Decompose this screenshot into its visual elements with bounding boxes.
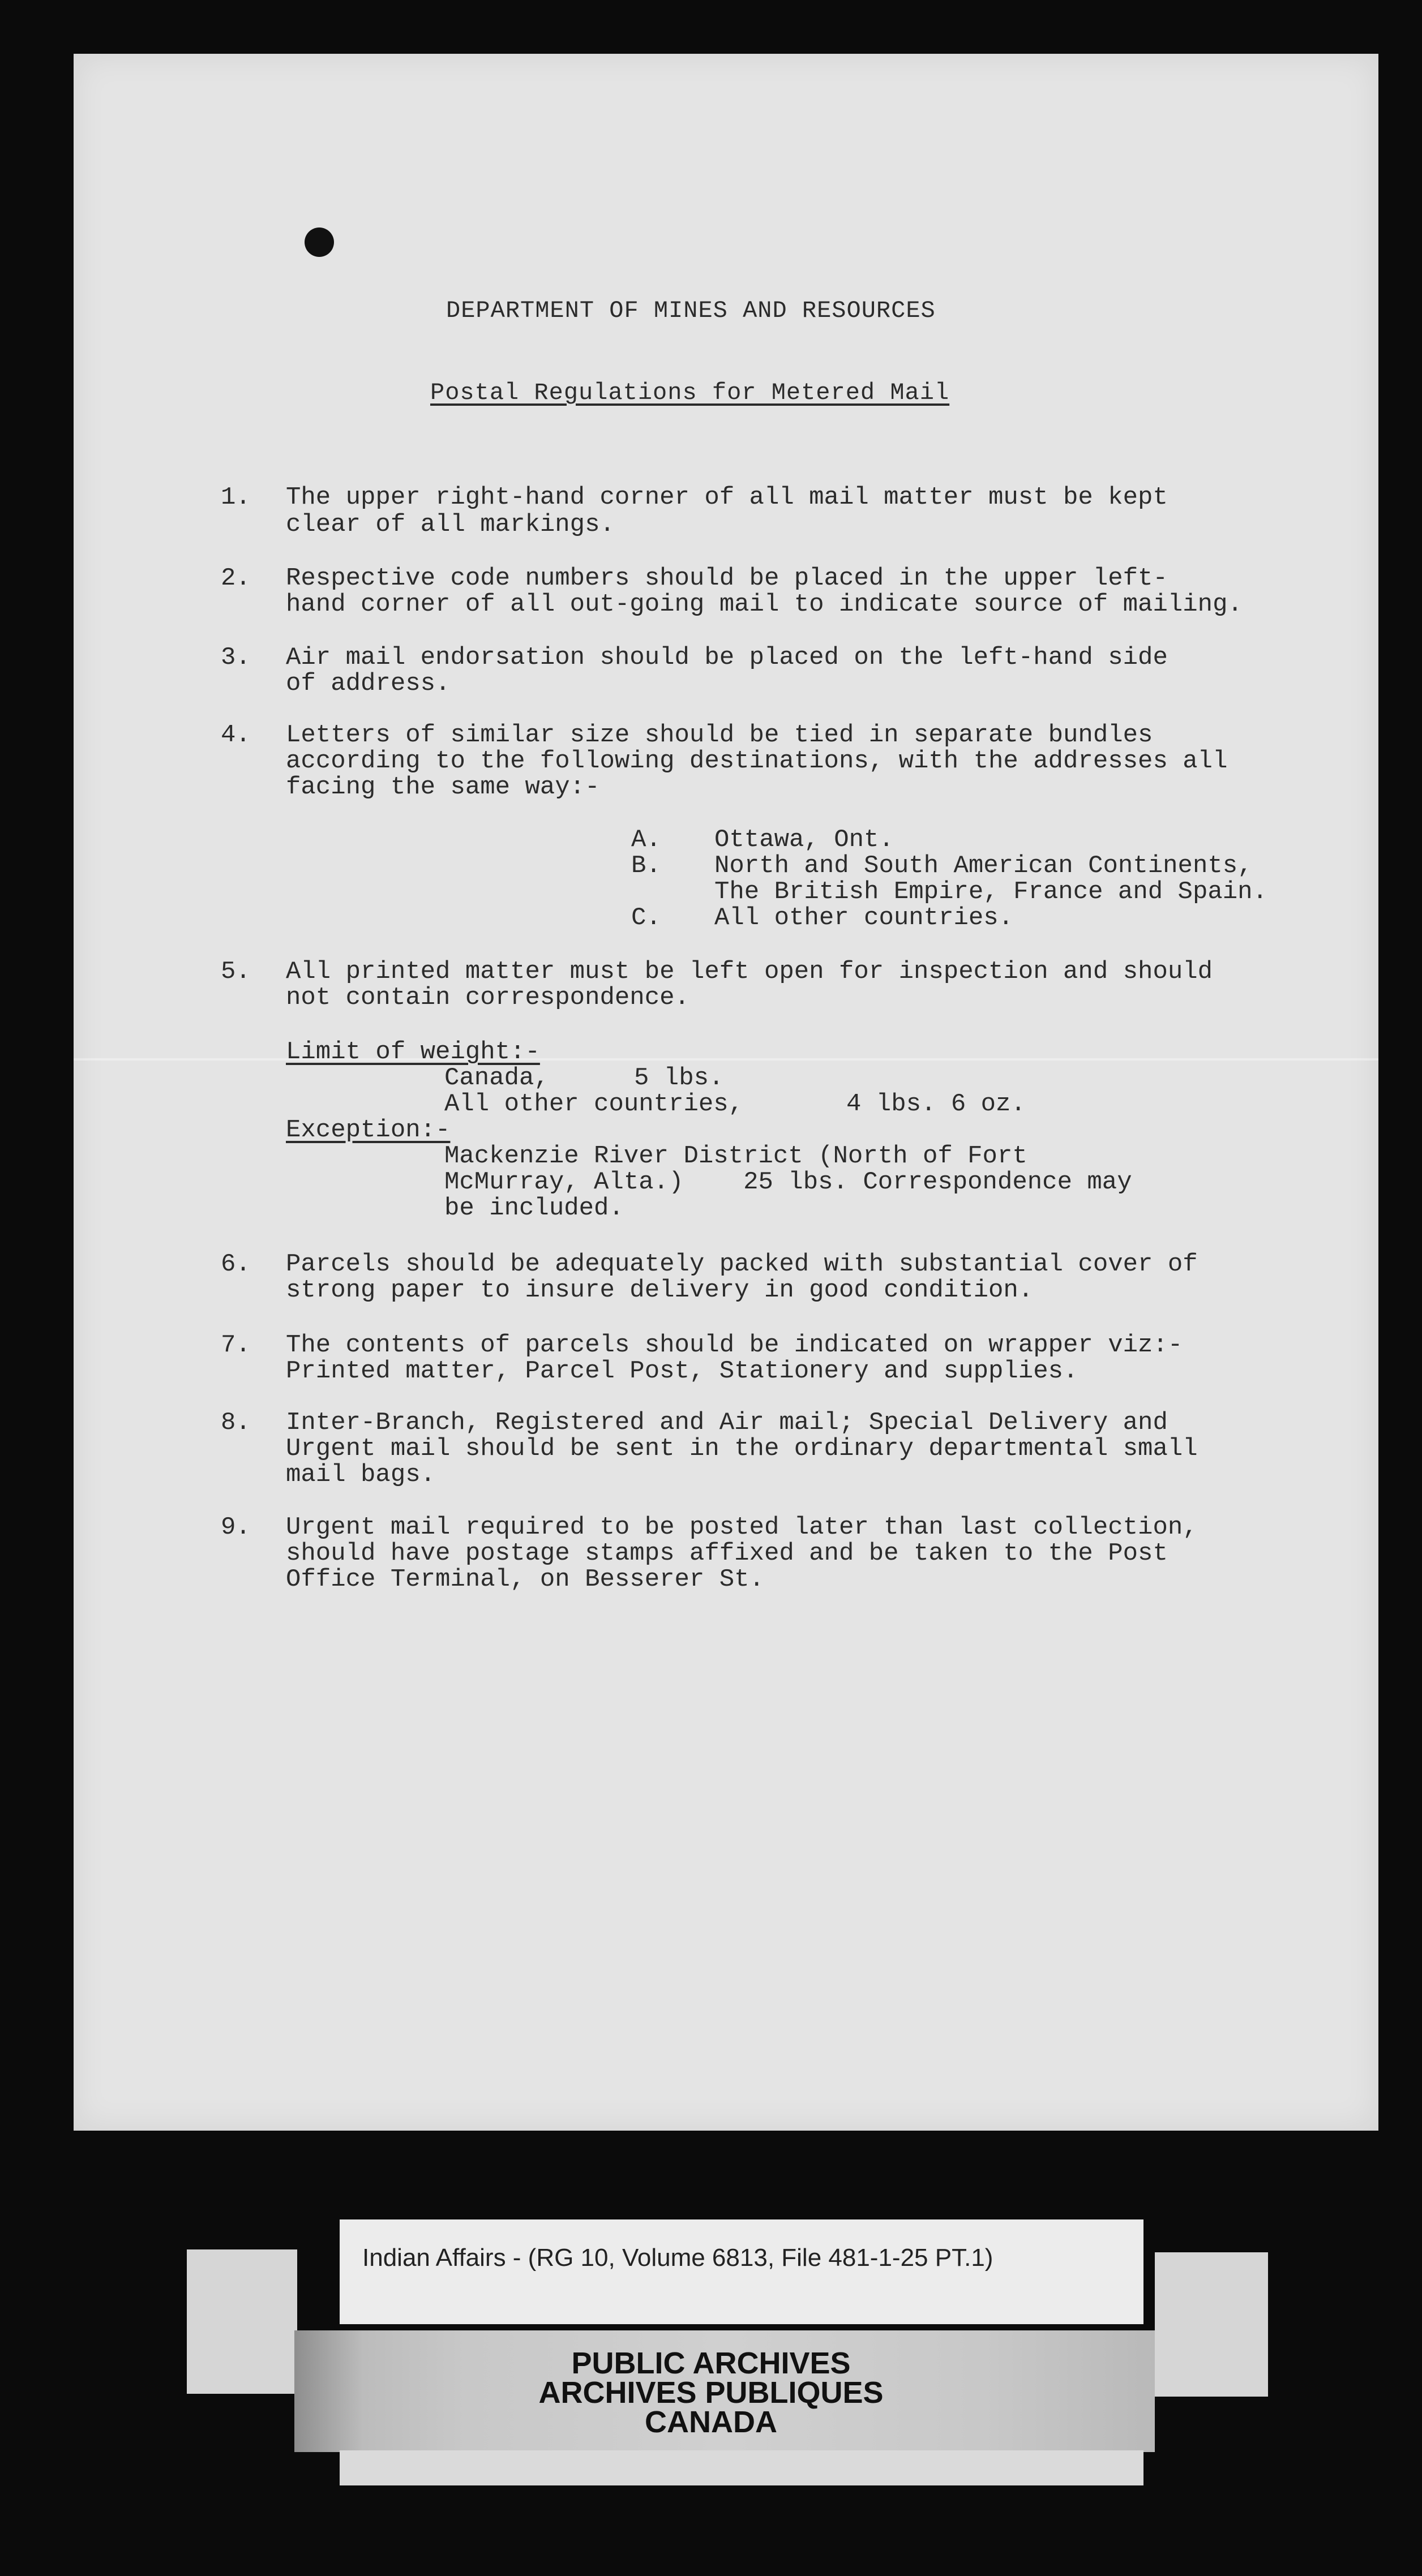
item-line: Respective code numbers should be placed in the upper left- (286, 564, 1168, 593)
item-line: mail bags. (286, 1461, 436, 1489)
weight-other: All other countries, (444, 1090, 744, 1118)
item-line: All printed matter must be left open for inspection and should (286, 958, 1213, 986)
destination-line: North and South American Continents, (714, 852, 1253, 880)
item-line: Air mail endorsation should be placed on the left-hand side (286, 643, 1168, 672)
item-line: strong paper to insure delivery in good condition. (286, 1276, 1034, 1304)
item-line: according to the following destinations, with the addresses all (286, 747, 1228, 775)
item-line: Parcels should be adequately packed with substantial cover of (286, 1250, 1198, 1278)
destination-letter: C. (631, 904, 661, 932)
item-line: of address. (286, 669, 451, 698)
item-line: Inter-Branch, Registered and Air mail; Special Delivery and (286, 1409, 1168, 1437)
item-number: 9. (221, 1513, 251, 1542)
item-number: 3. (221, 643, 251, 672)
destination-letter: A. (631, 826, 661, 854)
weight-canada: Canada, (444, 1064, 549, 1092)
fold-line (74, 1058, 1378, 1061)
exception-line: Mackenzie River District (North of Fort (444, 1142, 1027, 1170)
archive-reference: Indian Affairs - (RG 10, Volume 6813, File 481-1-25 PT.1) (362, 2244, 993, 2272)
punch-hole (305, 227, 334, 257)
item-number: 1. (221, 483, 251, 512)
weight-canada-value: 5 lbs. (634, 1064, 724, 1092)
destination-line: The British Empire, France and Spain. (714, 878, 1267, 906)
item-line: clear of all markings. (286, 510, 615, 539)
item-number: 7. (221, 1331, 251, 1359)
item-line: Printed matter, Parcel Post, Stationery and supplies. (286, 1357, 1078, 1385)
item-number: 6. (221, 1250, 251, 1278)
item-line: should have postage stamps affixed and be taken to the Post (286, 1539, 1168, 1568)
destination-line: Ottawa, Ont. (714, 826, 894, 854)
weight-other-value: 4 lbs. 6 oz. (846, 1090, 1026, 1118)
department-heading: DEPARTMENT OF MINES AND RESOURCES (446, 297, 936, 324)
archive-stamp-line: ARCHIVES PUBLIQUES (538, 2376, 884, 2410)
exception-line: be included. (444, 1194, 624, 1222)
exception-label: Exception:- (286, 1116, 451, 1144)
regulations-title: Postal Regulations for Metered Mail (430, 379, 950, 406)
item-number: 2. (221, 564, 251, 593)
item-number: 5. (221, 958, 251, 986)
weight-limit-label: Limit of weight:- (286, 1038, 540, 1066)
item-line: facing the same way:- (286, 773, 600, 801)
item-line: not contain correspondence. (286, 984, 689, 1012)
destination-line: All other countries. (714, 904, 1014, 932)
destination-letter: B. (631, 852, 661, 880)
item-line: The contents of parcels should be indicated on wrapper viz:- (286, 1331, 1183, 1359)
item-line: Letters of similar size should be tied in separate bundles (286, 721, 1153, 749)
archive-stamp-line: CANADA (645, 2405, 777, 2439)
item-line: Office Terminal, on Besserer St. (286, 1565, 764, 1594)
archive-stamp-line: PUBLIC ARCHIVES (571, 2346, 851, 2380)
exception-line: McMurray, Alta.) 25 lbs. Correspondence may (444, 1168, 1132, 1196)
item-line: Urgent mail should be sent in the ordinary departmental small (286, 1435, 1198, 1463)
archive-card-strip (340, 2450, 1143, 2485)
item-line: The upper right-hand corner of all mail matter must be kept (286, 483, 1168, 512)
item-line: hand corner of all out-going mail to indicate source of mailing. (286, 590, 1243, 619)
item-number: 4. (221, 721, 251, 749)
item-line: Urgent mail required to be posted later than last collection, (286, 1513, 1198, 1542)
item-number: 8. (221, 1409, 251, 1437)
